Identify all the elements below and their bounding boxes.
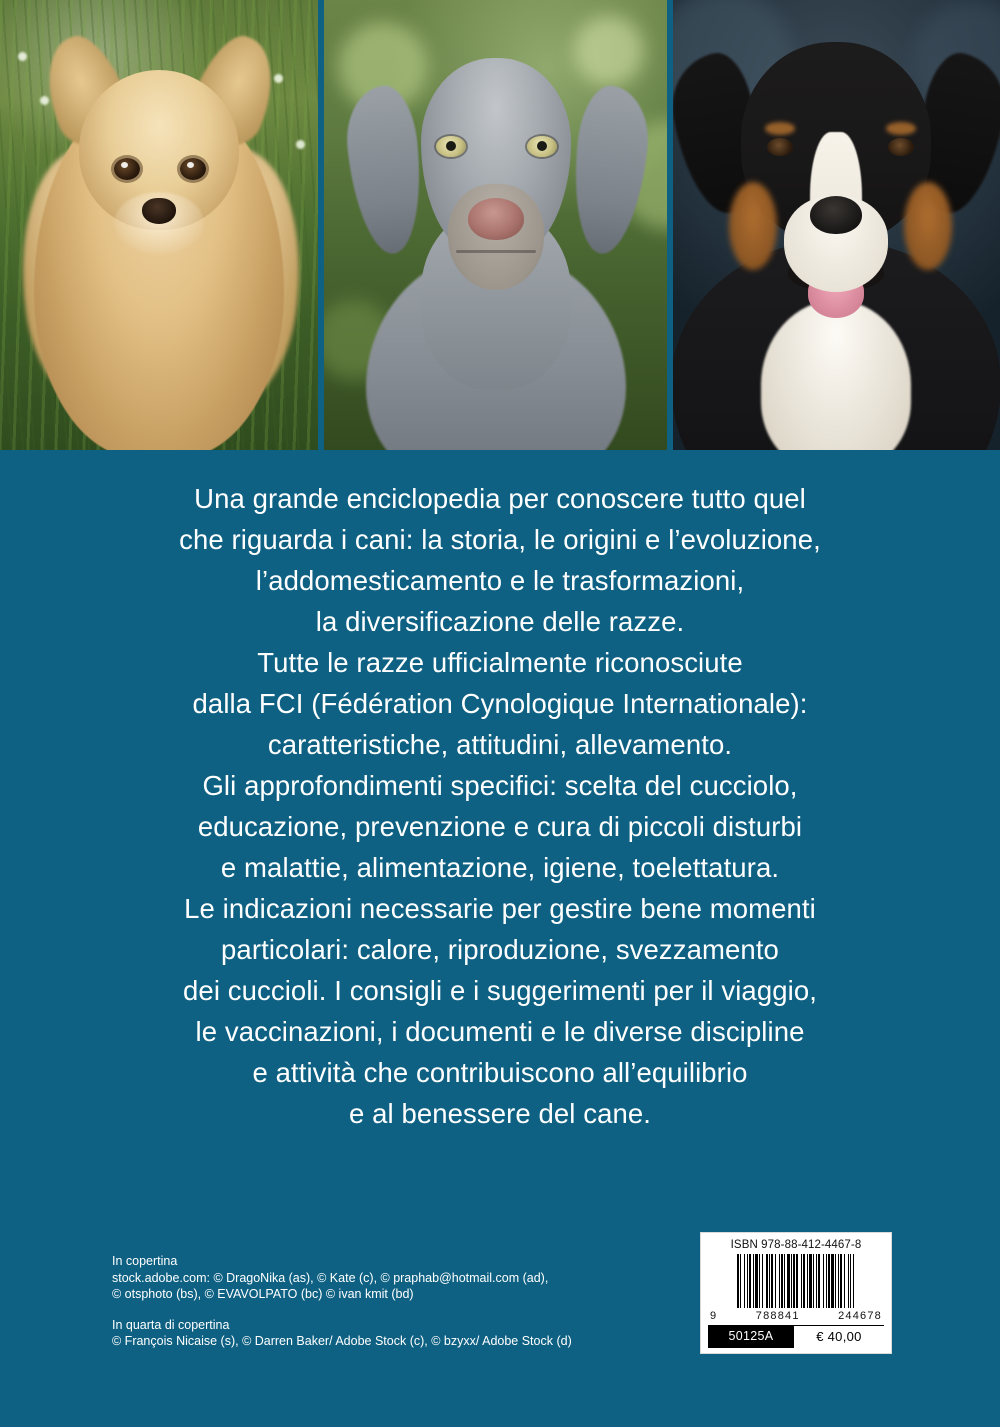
- blurb-line: Gli approfondimenti specifici: scelta del cucciolo,: [202, 770, 798, 801]
- isbn-barcode-block: [700, 1232, 892, 1354]
- bernese-photo: [673, 0, 1000, 450]
- dog-nose: [142, 198, 176, 224]
- price-row: [708, 1325, 884, 1348]
- credits-line: © François Nicaise (s), © Darren Baker/ Adobe Stock (c), © bzyxx/ Adobe Stock (d): [112, 1334, 572, 1348]
- blurb-line: educazione, prevenzione e cura di piccoli disturbi: [197, 811, 803, 842]
- price-value: € 40,00: [794, 1326, 884, 1348]
- blurb-line: caratteristiche, attitudini, allevamento.: [267, 729, 733, 760]
- barcode-digit-right: 244678: [838, 1310, 882, 1322]
- blurb-line: Tutte le razze ufficialmente riconosciute: [257, 647, 743, 678]
- photo-strip: [0, 0, 1000, 450]
- dog-eye-left: [436, 136, 466, 157]
- dog-nose: [468, 198, 524, 240]
- credits-line: © otsphoto (bs), © EVAVOLPATO (bc) © ivan kmit (bd): [112, 1287, 414, 1301]
- credits-heading: In copertina: [112, 1254, 178, 1268]
- dog-eye-left: [114, 158, 140, 180]
- barcode-digit-mid: 788841: [755, 1310, 800, 1322]
- flower-dot: [274, 74, 283, 83]
- dog-eye-right: [180, 158, 206, 180]
- product-code: 50125A: [708, 1326, 794, 1348]
- dog-nose: [810, 196, 862, 234]
- flower-dot: [296, 140, 305, 149]
- back-cover-credits: [112, 1317, 672, 1350]
- blurb-line: e al benessere del cane.: [348, 1098, 652, 1129]
- barcode: [708, 1254, 884, 1308]
- weimaraner-photo: [324, 0, 667, 450]
- dog-mouth-line: [456, 250, 536, 253]
- blurb-line: che riguarda i cani: la storia, le origini e l’evoluzione,: [179, 524, 821, 555]
- blurb-line: dei cuccioli. I consigli e i suggerimenti per il viaggio,: [183, 975, 817, 1006]
- dog-eye-left: [767, 138, 793, 156]
- barcode-digits: [708, 1310, 884, 1325]
- photo-credits: [112, 1253, 672, 1350]
- blurb-line: dalla FCI (Fédération Cynologique Internationale):: [192, 688, 808, 719]
- back-cover-blurb: [0, 478, 1000, 1134]
- blurb-line: l’addomesticamento e le trasformazioni,: [255, 565, 745, 596]
- blurb-line: e malattie, alimentazione, igiene, toelettatura.: [220, 852, 780, 883]
- flower-dot: [18, 52, 27, 61]
- dog-cheek-right: [904, 182, 952, 270]
- credits-line: stock.adobe.com: © DragoNika (as), © Kate (c), © praphab@hotmail.com (ad),: [112, 1270, 549, 1285]
- dog-ear-right: [566, 83, 653, 257]
- dog-cheek-left: [729, 182, 777, 270]
- front-cover-credits: [112, 1253, 672, 1303]
- blurb-line: e attività che contribuiscono all’equilibrio: [252, 1057, 748, 1088]
- blurb-line: le vaccinazioni, i documenti e le diverse discipline: [195, 1016, 805, 1047]
- barcode-digit-left: 9: [710, 1310, 718, 1322]
- blurb-line: Le indicazioni necessarie per gestire bene momenti: [184, 893, 816, 924]
- bokeh-light: [574, 16, 644, 86]
- dog-eye-right: [527, 136, 557, 157]
- credits-heading: In quarta di copertina: [112, 1317, 230, 1332]
- dog-ear-left: [341, 83, 428, 257]
- isbn-text: ISBN 978-88-412-4467-8: [730, 1239, 862, 1251]
- dog-brow-left: [765, 122, 795, 135]
- chihuahua-photo: [0, 0, 318, 450]
- blurb-line: particolari: calore, riproduzione, svezzamento: [221, 934, 779, 965]
- blurb-line: la diversificazione delle razze.: [315, 606, 685, 637]
- dog-eye-right: [888, 138, 914, 156]
- flower-dot: [40, 96, 49, 105]
- dog-brow-right: [886, 122, 916, 135]
- blurb-line: Una grande enciclopedia per conoscere tutto quel: [194, 483, 806, 514]
